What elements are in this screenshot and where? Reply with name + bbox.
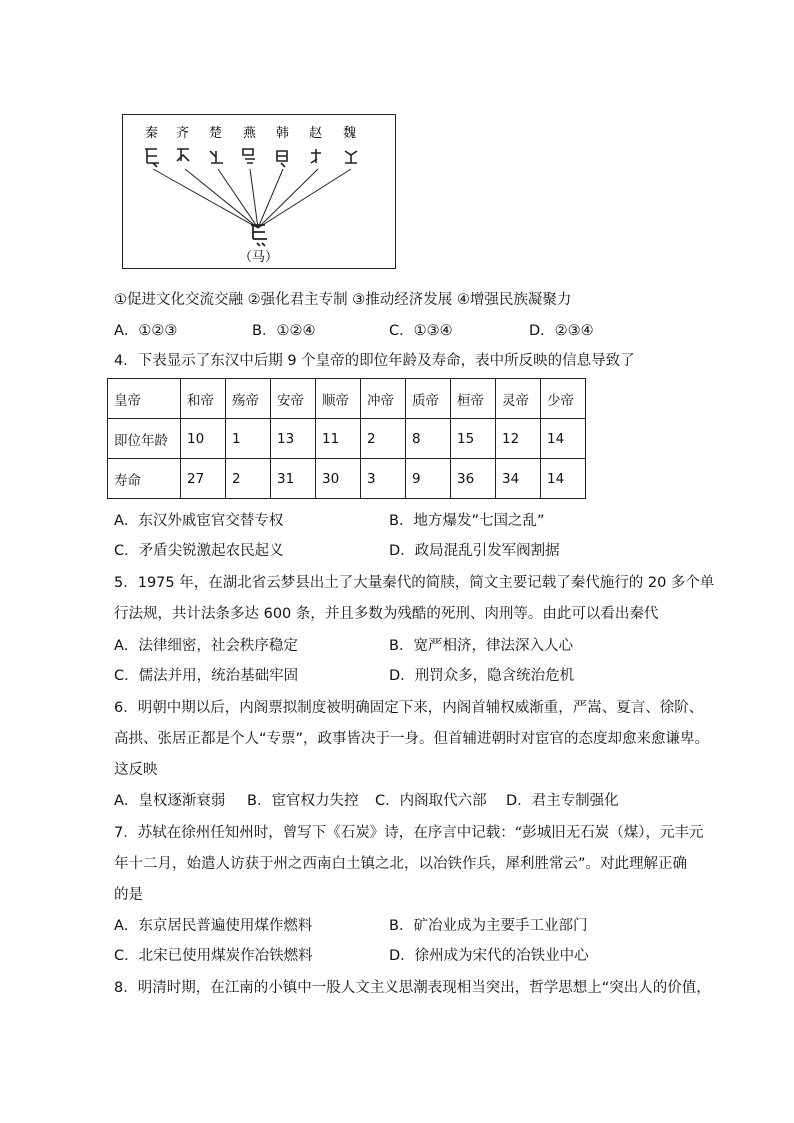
- q4-stem: 4．下表显示了东汉中后期 9 个皇帝的即位年龄及寿命，表中所反映的信息导致了: [114, 353, 635, 369]
- state-label-qi: 齐: [176, 126, 190, 141]
- table-cell: 顺帝: [316, 379, 361, 419]
- q7-stem-line1: 7．苏轼在徐州任知州时，曾写下《石炭》诗，在序言中记载：“彭城旧无石炭（煤），元丰元: [114, 825, 704, 841]
- table-cell: 13: [271, 419, 316, 459]
- q8-stem-line1: 8．明清时期，在江南的小镇中一股人文主义思潮表现相当突出，哲学思想上“突出人的价值，: [114, 980, 711, 996]
- q3-option-d[interactable]: D．②③④: [529, 323, 594, 339]
- q3-option-b[interactable]: B．①②④: [252, 323, 316, 339]
- q3-option-a[interactable]: A．①②③: [114, 323, 178, 339]
- state-label-han: 韩: [276, 126, 290, 141]
- table-cell: 1: [226, 419, 271, 459]
- q5-stem-line1: 5．1975 年，在湖北省云梦县出土了大量秦代的简牍，简文主要记载了秦代施行的 20 多个单: [114, 575, 715, 591]
- table-cell: 即位年龄: [108, 419, 181, 459]
- unified-glyph: [251, 225, 267, 246]
- table-cell: 殇帝: [226, 379, 271, 419]
- q6-option-b[interactable]: B．宦官权力失控: [247, 793, 359, 809]
- q5-option-a[interactable]: A．法律细密，社会秩序稳定: [114, 638, 298, 654]
- q4-option-a[interactable]: A．东汉外戚宦官交替专权: [114, 513, 284, 529]
- table-cell: 14: [541, 459, 586, 499]
- table-cell: 2: [361, 419, 406, 459]
- q4-option-c[interactable]: C．矛盾尖锐激起农民起义: [114, 543, 284, 559]
- state-label-yan: 燕: [243, 126, 257, 141]
- q7-option-c[interactable]: C．北宋已使用煤炭作冶铁燃料: [114, 948, 313, 964]
- table-cell: 质帝: [406, 379, 451, 419]
- table-cell: 少帝: [541, 379, 586, 419]
- table-cell: 寿命: [108, 459, 181, 499]
- table-cell: 2: [226, 459, 271, 499]
- q5-option-c[interactable]: C．儒法并用，统治基础牢固: [114, 668, 299, 684]
- table-cell: 15: [451, 419, 496, 459]
- table-row: [108, 459, 586, 499]
- table-cell: 27: [181, 459, 226, 499]
- table-cell: 14: [541, 419, 586, 459]
- table-row: [108, 419, 586, 459]
- ancient-glyphs: [145, 149, 357, 167]
- q6-option-c[interactable]: C．内阁取代六部: [375, 793, 487, 809]
- q4-option-b[interactable]: B．地方爆发”七国之乱”: [389, 513, 545, 529]
- q6-stem-line3: 这反映: [114, 762, 158, 778]
- q5-option-b[interactable]: B．宽严相济，律法深入人心: [389, 638, 573, 654]
- table-cell: 皇帝: [108, 379, 181, 419]
- q7-stem-line3: 的是: [114, 887, 143, 903]
- convergence-diagram: [123, 115, 397, 270]
- q6-stem-line1: 6．明朝中期以后，内阁票拟制度被明确固定下来，内阁首辅权威渐重，严嵩、夏言、徐阶、: [114, 700, 704, 716]
- q3-option-c[interactable]: C．①③④: [389, 323, 453, 339]
- q5-stem-line2: 行法规，共计法条多达 600 条，并且多数为残酷的死刑、肉刑等。由此可以看出秦代: [114, 606, 659, 622]
- table-cell: 和帝: [181, 379, 226, 419]
- state-label-chu: 楚: [209, 126, 223, 141]
- q5-option-d[interactable]: D．刑罚众多，隐含统治危机: [389, 668, 575, 684]
- table-cell: 3: [361, 459, 406, 499]
- table-row: [108, 379, 586, 419]
- table-cell: 冲帝: [361, 379, 406, 419]
- q7-option-b[interactable]: B．矿冶业成为主要手工业部门: [389, 918, 588, 934]
- table-cell: 9: [406, 459, 451, 499]
- table-cell: 34: [496, 459, 541, 499]
- state-label-zhao: 赵: [309, 126, 323, 141]
- table-cell: 桓帝: [451, 379, 496, 419]
- q4-option-d[interactable]: D．政局混乱引发军阀割据: [389, 543, 560, 559]
- converging-lines: [153, 169, 351, 228]
- state-label-qin: 秦: [145, 126, 159, 141]
- figure-caption: （马）: [239, 250, 279, 265]
- emperor-table: [107, 378, 586, 499]
- q6-option-a[interactable]: A．皇权逐渐衰弱: [114, 793, 226, 809]
- state-label-wei: 魏: [343, 126, 357, 141]
- q6-option-d[interactable]: D．君主专制强化: [506, 793, 619, 809]
- q7-stem-line2: 年十二月，始遣人访获于州之西南白土镇之北，以冶铁作兵，犀利胜常云”。对此理解正确: [114, 856, 688, 872]
- seal-script-figure: [122, 114, 396, 269]
- table-cell: 8: [406, 419, 451, 459]
- table-cell: 10: [181, 419, 226, 459]
- q7-option-d[interactable]: D．徐州成为宋代的冶铁业中心: [389, 948, 589, 964]
- q6-stem-line2: 高拱、张居正都是个人“专票”，政事皆决于一身。但首辅进朝时对宦官的态度却愈来愈谦卑。: [114, 731, 710, 747]
- q3-statements: ①促进文化交流交融 ②强化君主专制 ③推动经济发展 ④增强民族凝聚力: [114, 292, 572, 308]
- table-cell: 36: [451, 459, 496, 499]
- table-cell: 12: [496, 419, 541, 459]
- table-cell: 灵帝: [496, 379, 541, 419]
- table-cell: 30: [316, 459, 361, 499]
- table-cell: 11: [316, 419, 361, 459]
- table-cell: 安帝: [271, 379, 316, 419]
- q7-option-a[interactable]: A．东京居民普遍使用煤作燃料: [114, 918, 313, 934]
- table-cell: 31: [271, 459, 316, 499]
